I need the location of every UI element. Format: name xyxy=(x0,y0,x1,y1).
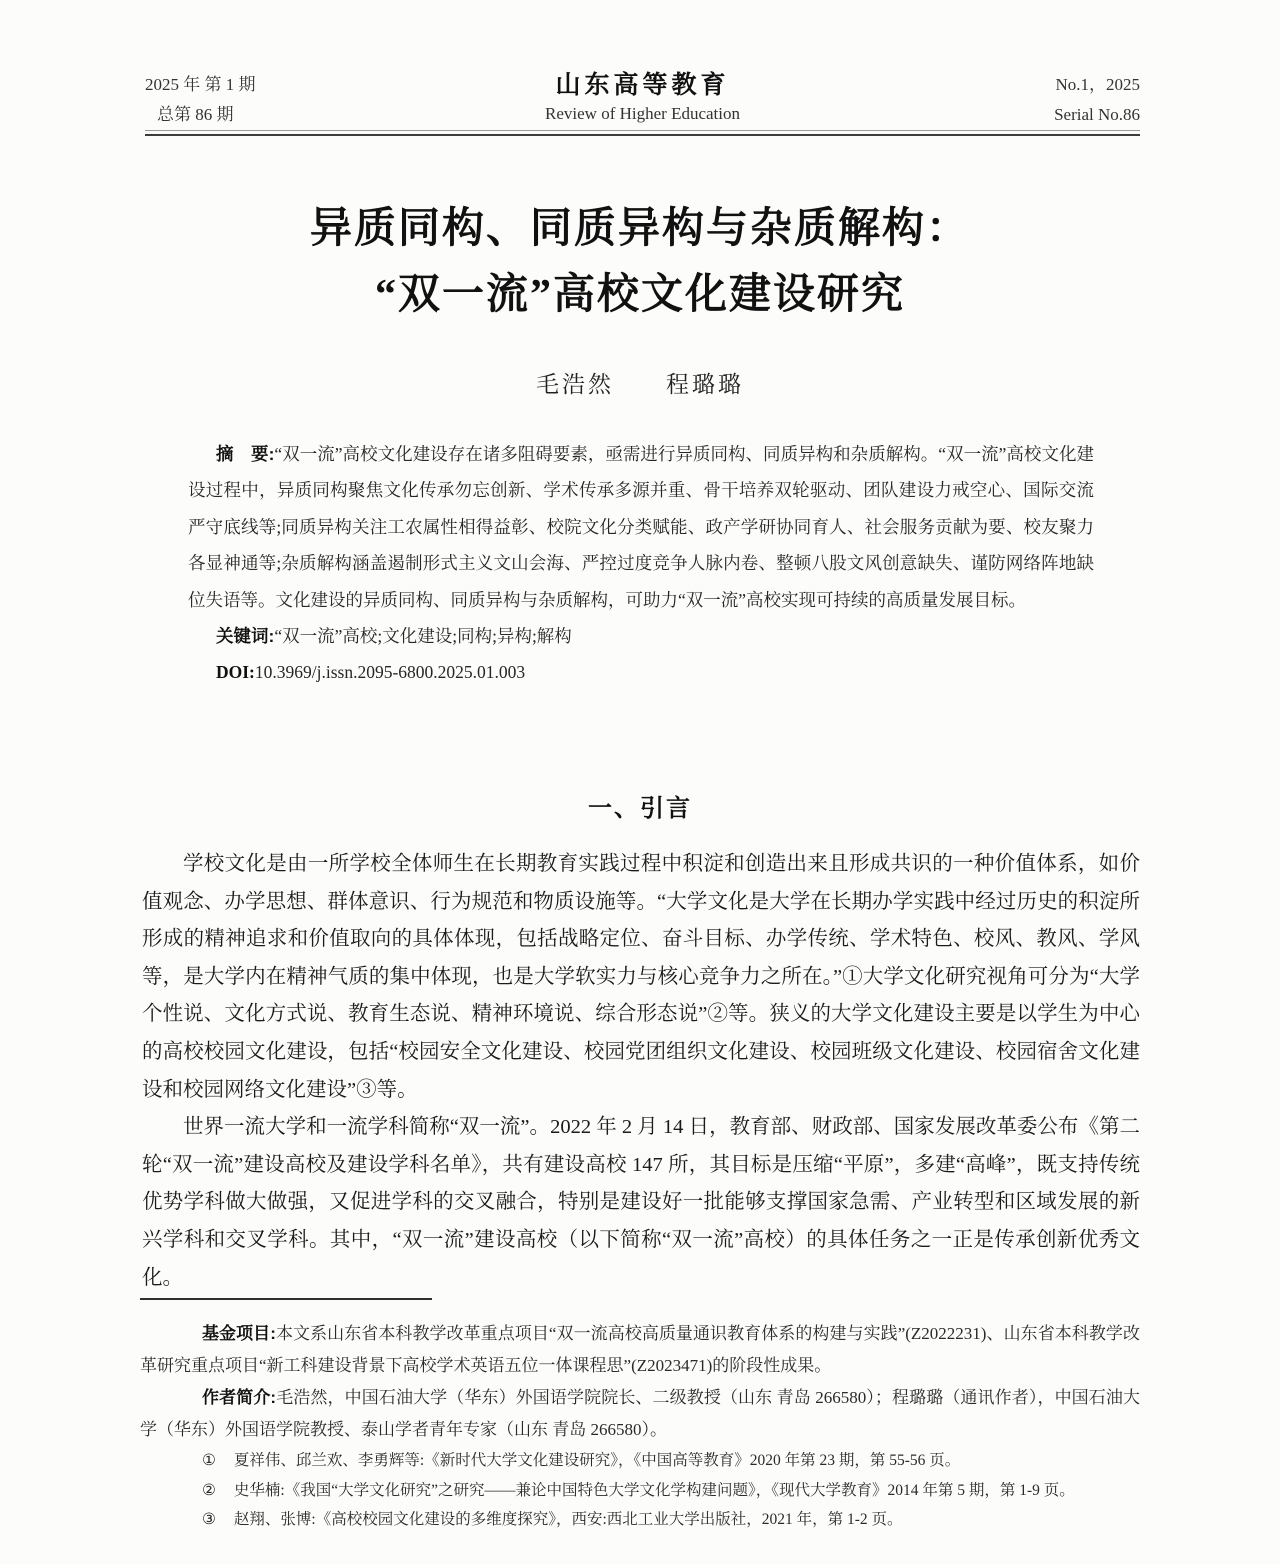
abstract-label: 摘 要: xyxy=(216,444,275,464)
reference-marker-3: ③ xyxy=(202,1511,216,1528)
article-title xyxy=(0,196,1280,328)
reference-item xyxy=(140,1476,1140,1506)
keywords-line xyxy=(188,618,1094,654)
header-divider-rule xyxy=(145,130,1140,136)
doi-label: DOI: xyxy=(216,662,255,683)
funding-note xyxy=(140,1318,1140,1382)
abstract-block xyxy=(188,436,1094,691)
author-bio-label: 作者简介: xyxy=(202,1388,277,1407)
issue-info-en xyxy=(920,70,1140,130)
issue-serial-cn: 总第 86 期 xyxy=(157,105,234,124)
article-title-line1: 异质同构、同质异构与杂质解构： xyxy=(309,206,970,252)
abstract-paragraph xyxy=(188,436,1094,618)
issue-serial-en: Serial No.86 xyxy=(1054,105,1140,124)
keywords-label: 关键词: xyxy=(216,626,275,647)
funding-text: 本文系山东省本科教学改革重点项目“双一流高校高质量通识教育体系的构建与实践”(Z2022231)、山东省本科教学改革研究重点项目“新工科建设背景下高校学术英语五位一体课程思”(Z2023471)的阶段性成果。 xyxy=(140,1324,1140,1375)
journal-title-cn: 山东高等教育 xyxy=(555,71,730,99)
footnote-separator-rule xyxy=(140,1298,432,1300)
footnote-area xyxy=(140,1318,1140,1535)
abstract-text: “双一流”高校文化建设存在诸多阻碍要素，亟需进行异质同构、同质异构和杂质解构。“双一流”高校文化建设过程中，异质同构聚焦文化传承勿忘创新、学术传承多源并重、骨干培养双轮驱动、团队建设力戒空心、国际交流严守底线等;同质异构关注工农属性相得益彰、校院文化分类赋能、政产学研协同育人、社会服务贡献为要、校友聚力各显神通等;杂质解构涵盖遏制形式主义文山会海、严控过度竞争人脉内卷、整顿八股文风创意缺失、谨防网络阵地缺位失语等。文化建设的异质同构、同质异构与杂质解构，可助力“双一流”高校实现可持续的高质量发展目标。 xyxy=(188,444,1095,610)
journal-title-en: Review of Higher Education xyxy=(545,104,740,123)
reference-item xyxy=(140,1505,1140,1535)
keywords-text: “双一流”高校;文化建设;同构;异构;解构 xyxy=(274,626,572,647)
issue-year-number: 2025 年 第 1 期 xyxy=(145,75,256,94)
issue-number-en: No.1，2025 xyxy=(1055,75,1140,94)
doi-value: 10.3969/j.issn.2095-6800.2025.01.003 xyxy=(254,662,526,683)
author-bio-text: 毛浩然，中国石油大学（华东）外国语学院院长、二级教授（山东 青岛 266580）；程璐璐（通讯作者），中国石油大学（华东）外国语学院教授、泰山学者青年专家（山东 青岛 266580）。 xyxy=(140,1388,1140,1439)
reference-text-2: 史华楠:《我国“大学文化研究”之研究——兼论中国特色大学文化学构建问题》，《现代大学教育》2014 年第 5 期，第 1-9 页。 xyxy=(233,1481,1075,1499)
section-heading-introduction: 一、引言 xyxy=(588,796,692,822)
reference-marker-2: ② xyxy=(202,1481,216,1499)
intro-paragraph-1: 学校文化是由一所学校全体师生在长期教育实践过程中积淀和创造出来且形成共识的一种价值体系，如价值观念、办学思想、群体意识、行为规范和物质设施等。“大学文化是大学在长期办学实践中经过历史的积淀所形成的精神追求和价值取向的具体体现，包括战略定位、奋斗目标、办学传统、学术特色、校风、教风、学风等，是大学内在精神气质的集中体现，也是大学软实力与核心竞争力之所在。”①大学文化研究视角可分为“大学个性说、文化方式说、教育生态说、精神环境说、综合形态说”②等。狭义的大学文化建设主要是以学生为中心的高校校园文化建设，包括“校园安全文化建设、校园党团组织文化建设、校园班级文化建设、校园宿舍文化建设和校园网络文化建设”③等。 xyxy=(142,853,1140,1101)
issue-info-cn xyxy=(145,70,365,130)
reference-item xyxy=(140,1446,1140,1476)
body-text xyxy=(142,846,1140,1297)
journal-title-block xyxy=(365,70,920,128)
article-title-line2: “双一流”高校文化建设研究 xyxy=(374,272,905,318)
funding-label: 基金项目: xyxy=(202,1324,276,1343)
intro-paragraph-2: 世界一流大学和一流学科简称“双一流”。2022 年 2 月 14 日，教育部、财政部、国家发展改革委公布《第二轮“双一流”建设高校及建设学科名单》，共有建设高校 147 所，其目标是压缩“平原”，多建“高峰”，既支持传统优势学科做大做强，又促进学科的交叉融合，特别是建设好一批能够支撑国家急需、产业转型和区域发展的新兴学科和交叉学科。其中，“双一流”建设高校（以下简称“双一流”高校）的具体任务之一正是传承创新优秀文化。 xyxy=(142,1116,1140,1289)
reference-text-3: 赵翔、张博:《高校校园文化建设的多维度探究》，西安:西北工业大学出版社，2021 年，第 1-2 页。 xyxy=(233,1511,903,1528)
reference-text-1: 夏祥伟、邱兰欢、李勇辉等:《新时代大学文化建设研究》，《中国高等教育》2020 年第 23 期，第 55-56 页。 xyxy=(233,1452,961,1469)
journal-running-head xyxy=(145,70,1140,130)
reference-marker-1: ① xyxy=(202,1452,216,1469)
author-names: 毛浩然 程璐璐 xyxy=(536,372,744,397)
doi-line xyxy=(188,654,1094,690)
author-bio-note xyxy=(140,1382,1140,1446)
